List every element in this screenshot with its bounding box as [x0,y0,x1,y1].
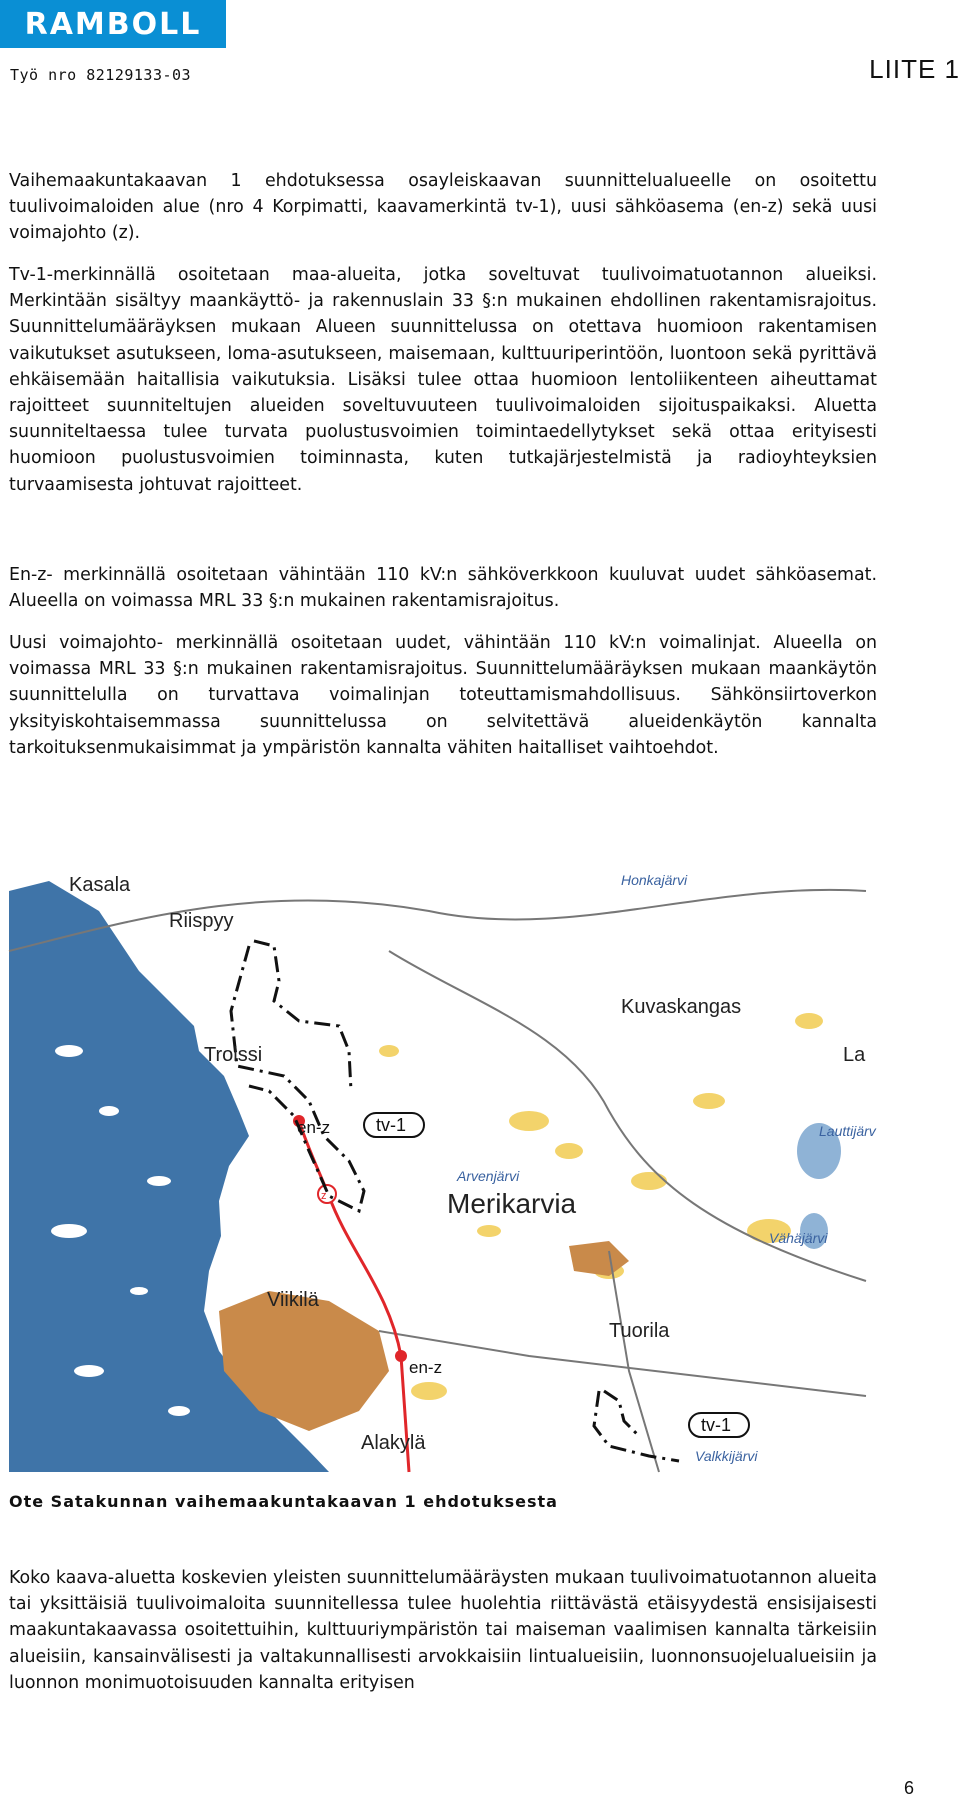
place-label-lauttijarv: Lauttijärv [819,1123,876,1139]
ramboll-logo [0,0,226,48]
plan-map [9,851,876,1472]
page-number: 6 [903,1778,914,1798]
tv1-label-1: tv-1 [376,1115,407,1135]
place-label-kuvaskangas: Kuvaskangas [621,996,742,1018]
en-z-label-1: en-z [297,1118,331,1137]
place-label-merikarvia: Merikarvia [447,1188,577,1219]
place-label-kasala: Kasala [69,874,131,896]
place-label-vahajarvi: Vähäjärvi [769,1230,828,1246]
place-label-alakyla: Alakylä [361,1432,426,1454]
place-label-arvenjarvi: Arvenjärvi [457,1168,520,1184]
place-label-trolssi: Trolssi [204,1044,263,1066]
tv1-label-2: tv-1 [701,1415,732,1435]
place-label-la: La [843,1044,866,1066]
paragraph-2: Tv-1-merkinnällä osoitetaan maa-alueita, jotka soveltuvat tuulivoimatuotannon alueiksi. Merkintään sisältyy maankäyttö- ja rakennuslain 33 §:n mukainen ehdollinen rakentamisrajoitus. Suunnittelumääräyksen mukaan Alueen suunnittelussa on otettava huomioon rakentamisen vaikutukset asutukseen, loma-asutukseen, maisemaan, kulttuuriperintöön, luontoon sekä pyrittävä ehkäisemään haitallisia vaikutuksia. Lisäksi tulee ottaa huomioon lentoliikenteen aiheuttamat rajoitteet suunniteltujen alueiden soveltuvuuteen tuulivoimaloiden sijoituspaikaksi. Aluetta suunniteltaessa tulee turvata puolustusvoimien toimintaedellytykset sekä ottaa erityisesti huomioon puolustusvoimien toiminnasta, kuten tutkajärjestelmistä ja radioyhteyksien turvaamisesta johtuvat rajoitteet. [9,265,877,495]
place-label-tuorila: Tuorila [609,1320,670,1342]
work-number: Työ nro 82129133-03 [10,66,192,84]
map-caption: Ote Satakunnan vaihemaakuntakaavan 1 ehdotuksesta [9,1492,558,1511]
logo-text: RAMBOLL [24,6,202,42]
en-z-label-2: en-z [409,1358,443,1377]
z-marker-label: z [321,1190,327,1202]
place-label-valkkijarvi: Valkkijärvi [695,1448,758,1464]
closing-paragraph: Koko kaava-aluetta koskevien yleisten suunnittelumääräysten mukaan tuulivoimatuotannon alueita tai yksittäisiä tuulivoimaloita suunnitellessa tulee huolehtia riittävästä etäisyydestä ensisijaisesti maakuntakaavassa osoitettuihin, kulttuuriympäristön tai maiseman vaalimisen kannalta tärkeisiin alueisiin, kansainvälisesti ja valtakunnallisesti arvokkaisiin lintualueisiin, luonnonsuojelualueisiin ja luonnon monimuotoisuuden kannalta erityisen [9,1568,877,1693]
paragraph-1: Vaihemaakuntakaavan 1 ehdotuksessa osayleiskaavan suunnittelualueelle on osoitettu tuulivoimaloiden alue (nro 4 Korpimatti, kaavamerkintä tv-1), uusi sähköasema (en-z) sekä uusi voimajohto (z). [9,171,877,244]
place-label-viikila: Viikilä [267,1289,319,1311]
place-label-honkajarvi: Honkajärvi [621,872,688,888]
place-label-riispyy: Riispyy [169,910,234,932]
appendix-label: LIITE 1 [869,54,960,84]
paragraph-3: En-z- merkinnällä osoitetaan vähintään 110 kV:n sähköverkkoon kuuluvat uudet sähköasemat. Alueella on voimassa MRL 33 §:n mukainen rakentamisrajoitus. [9,565,877,612]
en-z-marker-2 [395,1350,407,1362]
paragraph-4: Uusi voimajohto- merkinnällä osoitetaan uudet, vähintään 110 kV:n voimalinjat. Alueella on voimassa MRL 33 §:n mukainen rakentamisrajoitus. Suunnittelumääräyksen mukaan maankäytön suunnittelulla on turvattava voimalinjan toteuttamismahdollisuus. Sähkönsiirtoverkon yksityiskohtaisemmassa suunnittelussa on selvitettävä alueidenkäytön kannalta tarkoituksenmukaisimmat ja ympäristön kannalta vähiten haitalliset vaihtoehdot. [9,633,877,758]
